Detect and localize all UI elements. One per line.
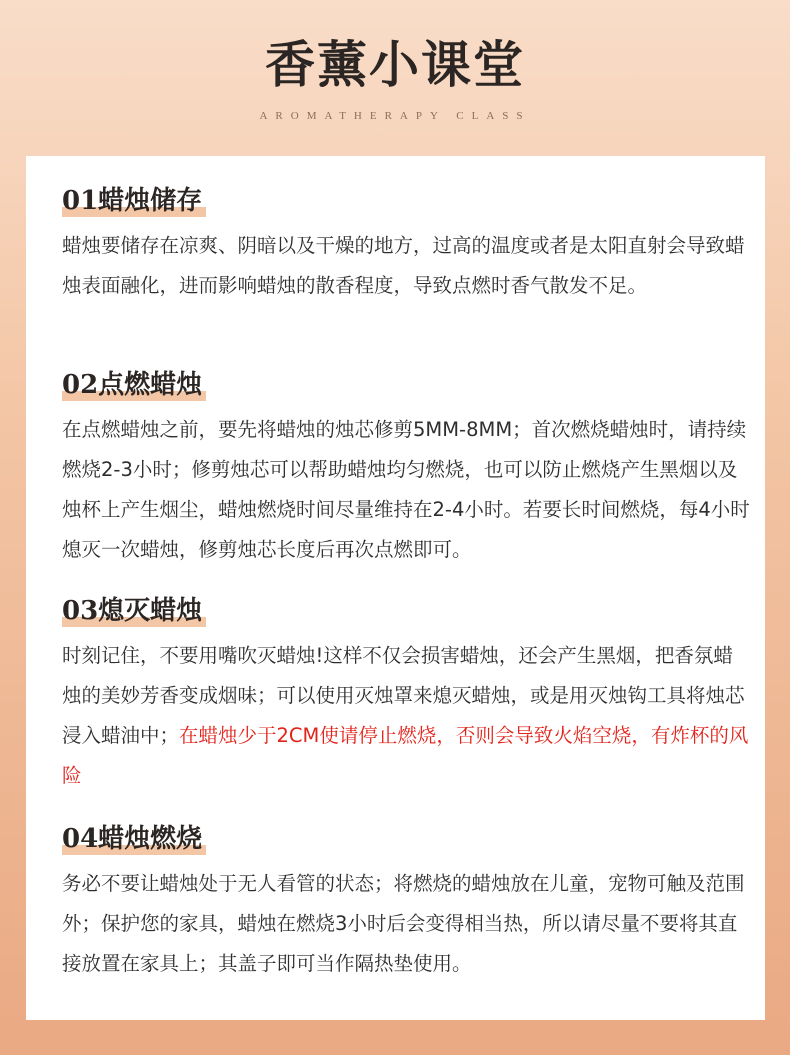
page-header xyxy=(0,0,790,150)
section-text: 务必不要让蜡烛处于无人看管的状态；将燃烧的蜡烛放在儿童，宠物可触及范围外；保护您的家具，蜡烛在燃烧3小时后会变得相当热，所以请尽量不要将其直接放置在家具上；其盖子即可当作隔热垫使用。 xyxy=(62,872,745,975)
section-body: 时刻记住，不要用嘴吹灭蜡烛!这样不仅会损害蜡烛，还会产生黑烟，把香氛蜡烛的美妙芳香变成烟味；可以使用灭烛罩来熄灭蜡烛，或是用灭烛钩工具将烛芯浸入蜡油中； xyxy=(62,644,745,747)
section-heading: 02点燃蜡烛 xyxy=(62,366,206,404)
section-burning xyxy=(62,820,752,984)
section-heading: 04蜡烛燃烧 xyxy=(62,820,206,858)
section-text: 在点燃蜡烛之前，要先将蜡烛的烛芯修剪5MM-8MM；首次燃烧蜡烛时，请持续燃烧2-3小时；修剪烛芯可以帮助蜡烛均匀燃烧，也可以防止燃烧产生黑烟以及烛杯上产生烟尘，蜡烛燃烧时间尽量维持在2-4小时。若要长时间燃烧，每4小时熄灭一次蜡烛，修剪烛芯长度后再次点燃即可。 xyxy=(62,418,750,561)
warning-text: 在蜡烛少于2CM使请停止燃烧，否则会导致火焰空烧，有炸杯的风险 xyxy=(62,724,749,787)
content-card xyxy=(26,156,765,1020)
section-storage xyxy=(62,182,752,306)
section-extinguish xyxy=(62,592,752,796)
section-heading: 01蜡烛储存 xyxy=(62,182,206,220)
section-heading: 03熄灭蜡烛 xyxy=(62,592,206,630)
section-text: 蜡烛要储存在凉爽、阴暗以及干燥的地方，过高的温度或者是太阳直射会导致蜡烛表面融化，进而影响蜡烛的散香程度，导致点燃时香气散发不足。 xyxy=(62,234,745,297)
section-text xyxy=(62,636,752,796)
section-lighting xyxy=(62,366,752,570)
page-title: 香薰小课堂 xyxy=(265,35,525,94)
page-subtitle: AROMATHERAPY CLASS xyxy=(259,110,531,122)
